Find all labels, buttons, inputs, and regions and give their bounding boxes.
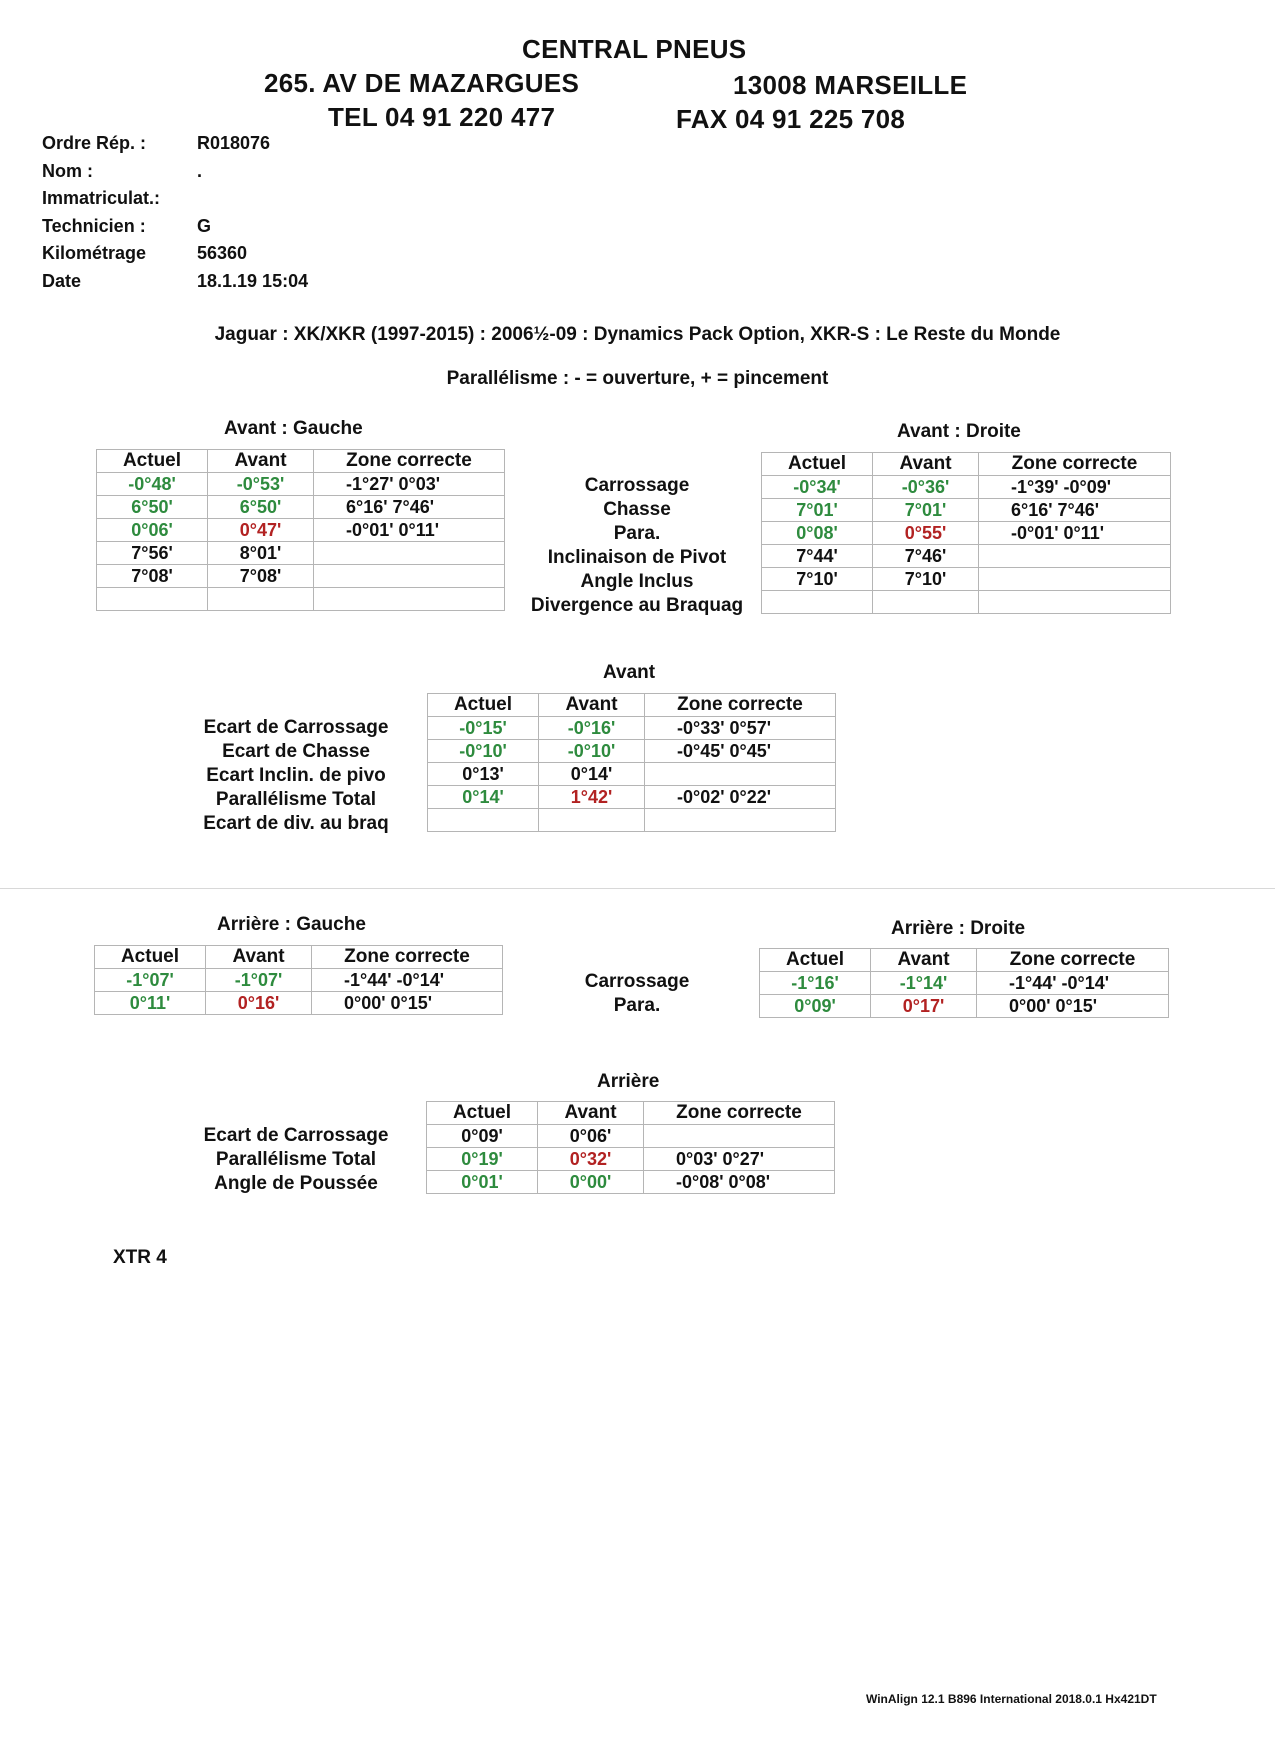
tolerance-range bbox=[314, 588, 505, 611]
col-actuel-header: Actuel bbox=[427, 1102, 538, 1125]
tolerance-range bbox=[645, 763, 836, 786]
parameter-label: Ecart de Carrossage bbox=[203, 717, 389, 738]
front-right-title: Avant : Droite bbox=[897, 421, 1021, 442]
before-value: 0°17' bbox=[871, 995, 977, 1018]
actual-value: -0°48' bbox=[97, 473, 208, 496]
rear-right-title: Arrière : Droite bbox=[891, 918, 1026, 939]
front-left-title: Avant : Gauche bbox=[224, 418, 363, 439]
parameter-label: Ecart de Chasse bbox=[222, 741, 370, 762]
tolerance-range: 0°00' 0°15' bbox=[312, 992, 503, 1015]
col-zone-header: Zone correcte bbox=[312, 946, 503, 969]
info-value: 56360 bbox=[197, 243, 248, 264]
tolerance-range bbox=[979, 568, 1171, 591]
info-value: 18.1.19 15:04 bbox=[197, 271, 309, 291]
col-avant-header: Avant bbox=[206, 946, 312, 969]
table-row bbox=[428, 786, 836, 809]
col-actuel-header: Actuel bbox=[762, 453, 873, 476]
before-value: -0°16' bbox=[539, 717, 645, 740]
info-label: Technicien : bbox=[42, 215, 146, 236]
parameter-label: Ecart de div. au braq bbox=[203, 813, 389, 834]
before-value: 0°14' bbox=[539, 763, 645, 786]
table-row bbox=[762, 545, 1171, 568]
actual-value: 7°44' bbox=[762, 545, 873, 568]
tolerance-range bbox=[979, 591, 1171, 614]
table-row bbox=[97, 473, 505, 496]
tolerance-range: 0°00' 0°15' bbox=[977, 995, 1169, 1018]
col-zone-header: Zone correcte bbox=[644, 1102, 835, 1125]
col-avant-header: Avant bbox=[873, 453, 979, 476]
col-actuel-header: Actuel bbox=[760, 949, 871, 972]
tolerance-range: -0°08' 0°08' bbox=[644, 1171, 835, 1194]
info-label: Date bbox=[42, 271, 82, 291]
before-value: 0°47' bbox=[208, 519, 314, 542]
tolerance-range: -1°44' -0°14' bbox=[977, 972, 1169, 995]
actual-value: 0°06' bbox=[97, 519, 208, 542]
parameter-label: Ecart de Carrossage bbox=[203, 1125, 389, 1146]
tolerance-range: -1°44' -0°14' bbox=[312, 969, 503, 992]
before-value: 1°42' bbox=[539, 786, 645, 809]
table-row bbox=[762, 568, 1171, 591]
toe-legend: Parallélisme : - = ouverture, + = pincement bbox=[446, 368, 829, 389]
parameter-label: Carrossage bbox=[584, 971, 690, 992]
parameter-label: Chasse bbox=[603, 499, 671, 520]
rear-left-table bbox=[94, 945, 503, 1015]
before-value: 7°46' bbox=[873, 545, 979, 568]
col-actuel-header: Actuel bbox=[97, 450, 208, 473]
tolerance-range bbox=[314, 565, 505, 588]
table-row bbox=[95, 992, 503, 1015]
actual-value bbox=[97, 588, 208, 611]
actual-value: -1°07' bbox=[95, 969, 206, 992]
actual-value: 7°08' bbox=[97, 565, 208, 588]
parameter-label: Carrossage bbox=[584, 475, 690, 496]
tolerance-range: -0°02' 0°22' bbox=[645, 786, 836, 809]
before-value: 0°55' bbox=[873, 522, 979, 545]
front-axle-title: Avant bbox=[603, 662, 656, 683]
before-value bbox=[873, 591, 979, 614]
before-value: -0°36' bbox=[873, 476, 979, 499]
actual-value: 0°19' bbox=[427, 1148, 538, 1171]
table-row bbox=[428, 717, 836, 740]
front-axle-labels bbox=[180, 716, 412, 836]
tolerance-range: 6°16' 7°46' bbox=[314, 496, 505, 519]
table-row bbox=[762, 499, 1171, 522]
front-parameter-labels bbox=[512, 474, 762, 618]
company-city: 13008 MARSEILLE bbox=[733, 70, 968, 100]
table-row bbox=[428, 763, 836, 786]
software-version: WinAlign 12.1 B896 International 2018.0.1 Hx421DT bbox=[866, 1692, 1157, 1706]
parameter-label: Divergence au Braquag bbox=[530, 595, 744, 616]
col-zone-header: Zone correcte bbox=[314, 450, 505, 473]
actual-value bbox=[428, 809, 539, 832]
actual-value: -1°16' bbox=[760, 972, 871, 995]
before-value: 0°06' bbox=[538, 1125, 644, 1148]
rear-right-table bbox=[759, 948, 1169, 1018]
before-value: -1°07' bbox=[206, 969, 312, 992]
rear-parameter-labels bbox=[512, 970, 762, 1018]
actual-value bbox=[762, 591, 873, 614]
info-value: . bbox=[197, 160, 203, 181]
before-value: 6°50' bbox=[208, 496, 314, 519]
actual-value: 0°08' bbox=[762, 522, 873, 545]
tolerance-range: -0°01' 0°11' bbox=[314, 519, 505, 542]
col-avant-header: Avant bbox=[871, 949, 977, 972]
table-row bbox=[427, 1171, 835, 1194]
info-label: Kilométrage bbox=[42, 243, 147, 264]
table-row bbox=[760, 995, 1169, 1018]
parameter-label: Angle Inclus bbox=[580, 571, 694, 592]
before-value bbox=[208, 588, 314, 611]
tolerance-range: -0°33' 0°57' bbox=[645, 717, 836, 740]
table-row bbox=[427, 1148, 835, 1171]
table-row bbox=[428, 809, 836, 832]
rear-axle-table bbox=[426, 1101, 835, 1194]
actual-value: 0°14' bbox=[428, 786, 539, 809]
tolerance-range: 0°03' 0°27' bbox=[644, 1148, 835, 1171]
rear-left-title: Arrière : Gauche bbox=[217, 914, 366, 935]
col-actuel-header: Actuel bbox=[428, 694, 539, 717]
company-name: CENTRAL PNEUS bbox=[522, 34, 747, 64]
col-avant-header: Avant bbox=[208, 450, 314, 473]
col-zone-header: Zone correcte bbox=[979, 453, 1171, 476]
parameter-label: Para. bbox=[613, 523, 661, 544]
actual-value: 0°01' bbox=[427, 1171, 538, 1194]
before-value: 7°08' bbox=[208, 565, 314, 588]
col-zone-header: Zone correcte bbox=[977, 949, 1169, 972]
tolerance-range: -1°27' 0°03' bbox=[314, 473, 505, 496]
machine-model: XTR 4 bbox=[113, 1247, 167, 1268]
tolerance-range bbox=[645, 809, 836, 832]
actual-value: 0°13' bbox=[428, 763, 539, 786]
col-avant-header: Avant bbox=[538, 1102, 644, 1125]
vehicle-description: Jaguar : XK/XKR (1997-2015) : 2006½-09 : Dynamics Pack Option, XKR-S : Le Reste du Monde bbox=[214, 324, 1061, 345]
before-value: -0°10' bbox=[539, 740, 645, 763]
actual-value: 0°09' bbox=[427, 1125, 538, 1148]
tolerance-range bbox=[979, 545, 1171, 568]
parameter-label: Para. bbox=[613, 995, 661, 1016]
table-row bbox=[760, 972, 1169, 995]
table-row bbox=[427, 1125, 835, 1148]
tolerance-range: 6°16' 7°46' bbox=[979, 499, 1171, 522]
table-row bbox=[97, 496, 505, 519]
front-axle-table bbox=[427, 693, 836, 832]
front-right-table bbox=[761, 452, 1171, 614]
before-value: 8°01' bbox=[208, 542, 314, 565]
actual-value: 7°10' bbox=[762, 568, 873, 591]
parameter-label: Parallélisme Total bbox=[215, 789, 377, 810]
before-value bbox=[539, 809, 645, 832]
parameter-label: Ecart Inclin. de pivo bbox=[206, 765, 386, 786]
tolerance-range bbox=[644, 1125, 835, 1148]
before-value: 0°32' bbox=[538, 1148, 644, 1171]
col-actuel-header: Actuel bbox=[95, 946, 206, 969]
actual-value: 7°56' bbox=[97, 542, 208, 565]
before-value: -1°14' bbox=[871, 972, 977, 995]
parameter-label: Inclinaison de Pivot bbox=[547, 547, 727, 568]
info-label: Nom : bbox=[42, 160, 93, 181]
rear-axle-labels bbox=[180, 1124, 412, 1196]
rear-axle-title: Arrière bbox=[597, 1071, 660, 1092]
front-left-table bbox=[96, 449, 505, 611]
table-row bbox=[428, 740, 836, 763]
actual-value: -0°15' bbox=[428, 717, 539, 740]
tolerance-range bbox=[314, 542, 505, 565]
parameter-label: Parallélisme Total bbox=[215, 1149, 377, 1170]
col-zone-header: Zone correcte bbox=[645, 694, 836, 717]
before-value: -0°53' bbox=[208, 473, 314, 496]
actual-value: -0°10' bbox=[428, 740, 539, 763]
company-fax: FAX 04 91 225 708 bbox=[676, 104, 906, 134]
info-label: Ordre Rép. : bbox=[42, 133, 147, 153]
col-avant-header: Avant bbox=[539, 694, 645, 717]
tolerance-range: -1°39' -0°09' bbox=[979, 476, 1171, 499]
table-row bbox=[95, 969, 503, 992]
page-fold bbox=[0, 888, 1275, 889]
table-row bbox=[762, 476, 1171, 499]
tolerance-range: -0°01' 0°11' bbox=[979, 522, 1171, 545]
actual-value: -0°34' bbox=[762, 476, 873, 499]
actual-value: 0°09' bbox=[760, 995, 871, 1018]
company-tel: TEL 04 91 220 477 bbox=[328, 102, 556, 132]
parameter-label: Angle de Poussée bbox=[214, 1173, 378, 1194]
info-value: G bbox=[197, 215, 212, 236]
table-row bbox=[97, 588, 505, 611]
before-value: 7°10' bbox=[873, 568, 979, 591]
before-value: 7°01' bbox=[873, 499, 979, 522]
actual-value: 7°01' bbox=[762, 499, 873, 522]
before-value: 0°16' bbox=[206, 992, 312, 1015]
info-label: Immatriculat.: bbox=[42, 188, 161, 209]
company-address: 265. AV DE MAZARGUES bbox=[264, 68, 580, 98]
actual-value: 0°11' bbox=[95, 992, 206, 1015]
table-row bbox=[762, 522, 1171, 545]
table-row bbox=[97, 519, 505, 542]
table-row bbox=[762, 591, 1171, 614]
info-value: R018076 bbox=[197, 133, 271, 153]
actual-value: 6°50' bbox=[97, 496, 208, 519]
tolerance-range: -0°45' 0°45' bbox=[645, 740, 836, 763]
table-row bbox=[97, 565, 505, 588]
table-row bbox=[97, 542, 505, 565]
before-value: 0°00' bbox=[538, 1171, 644, 1194]
